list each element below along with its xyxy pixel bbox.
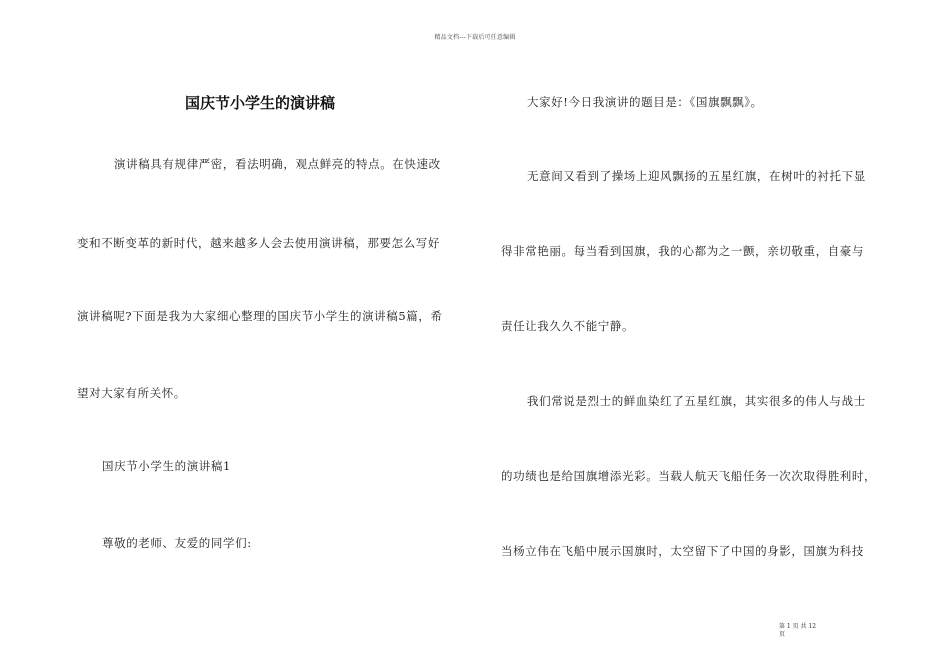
section-heading: 国庆节小学生的演讲稿1	[102, 459, 231, 473]
paragraph-line: 望对大家有所关怀。	[77, 386, 186, 400]
page-number-line: 第 1 页 共 12	[779, 623, 817, 630]
header-note: 精品文档---下载后可任意编辑	[434, 34, 516, 41]
paragraph-line: 变和不断变革的新时代，越来越多人会去使用演讲稿，那要怎么写好	[77, 236, 440, 250]
paragraph-line: 责任让我久久不能宁静。	[501, 319, 635, 333]
paragraph-line: 得非常艳丽。每当看到国旗，我的心都为之一颤，亲切敬重，自豪与	[501, 244, 864, 258]
paragraph-line: 演讲稿呢?下面是我为大家细心整理的国庆节小学生的演讲稿5篇，希	[77, 309, 443, 323]
paragraph-line: 无意间又看到了操场上迎风飘扬的五星红旗，在树叶的衬托下显	[527, 169, 866, 183]
page-number	[779, 623, 816, 639]
salutation: 尊敬的老师、友爱的同学们:	[102, 536, 252, 550]
paragraph-line: 的功绩也是给国旗增添光彩。当载人航天飞船任务一次次取得胜利时，	[501, 469, 877, 483]
paragraph-line: 演讲稿具有规律严密，看法明确，观点鲜亮的特点。在快速改	[114, 157, 441, 171]
paragraph-line: 我们常说是烈士的鲜血染红了五星红旗，其实很多的伟人与战士	[527, 394, 866, 408]
paragraph-line: 大家好!今日我演讲的题目是：《国旗飘飘》。	[527, 95, 763, 109]
page-number-line: 页	[779, 631, 786, 638]
paragraph-line: 当杨立伟在飞船中展示国旗时，太空留下了中国的身影，国旗为科技	[501, 544, 864, 558]
document-title: 国庆节小学生的演讲稿	[184, 94, 335, 112]
